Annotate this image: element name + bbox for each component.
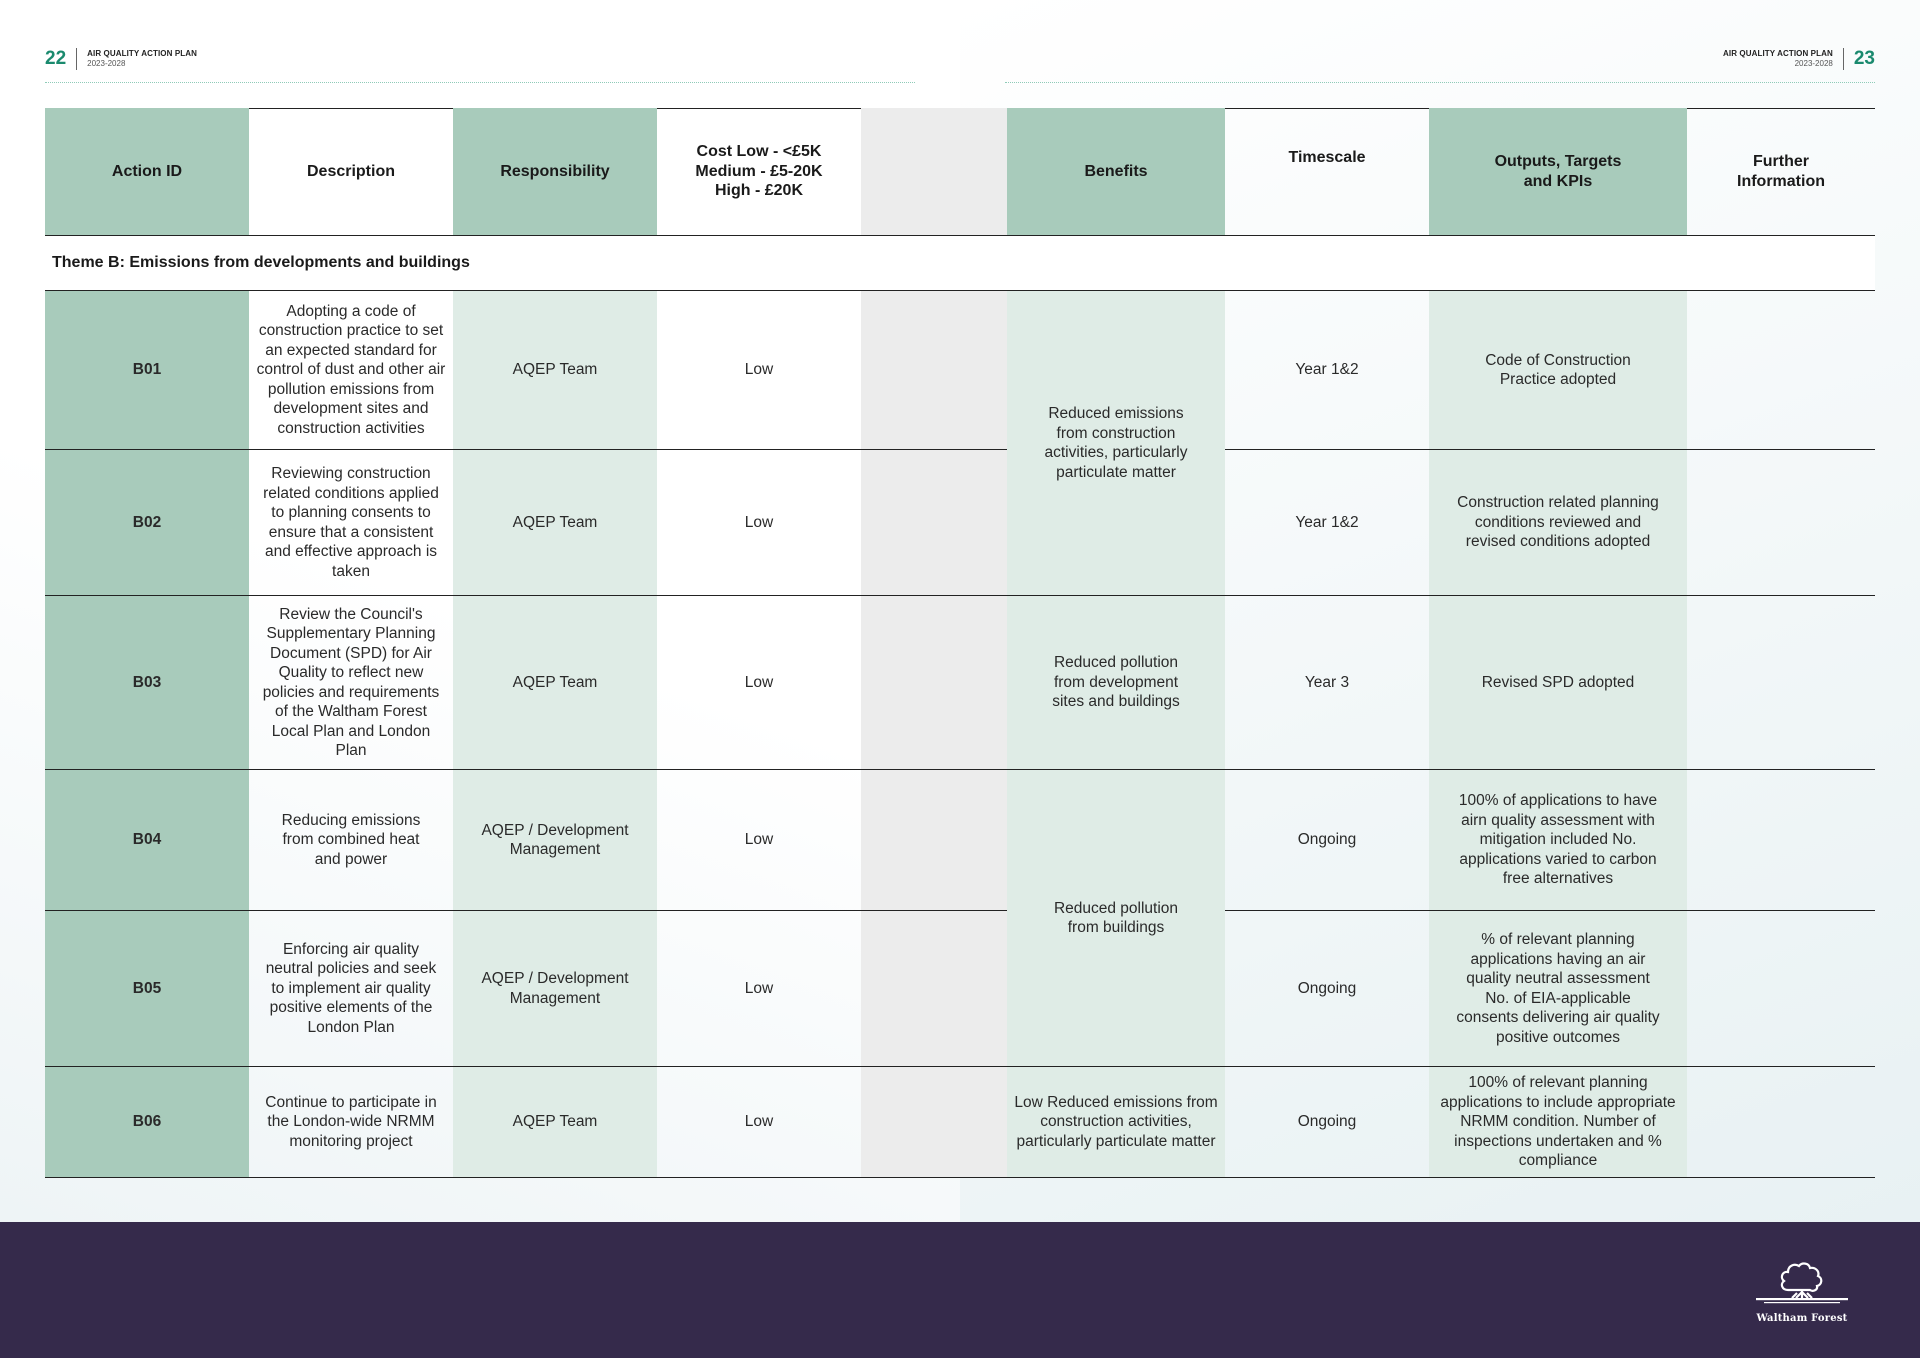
header-text-right — [1723, 49, 1833, 69]
column-header-action-id: Action ID — [45, 108, 249, 235]
timescale: Ongoing — [1297, 1113, 1357, 1131]
cost: Low — [744, 831, 774, 849]
column-header-outputs: Outputs, Targets and KPIs — [1429, 108, 1687, 235]
waltham-forest-logo — [1752, 1256, 1852, 1324]
responsibility: AQEP / Development Management — [453, 911, 657, 1066]
outputs: Construction related planning conditions reviewed and revised conditions adopted — [1429, 450, 1687, 595]
table-row — [45, 596, 1875, 769]
description: Enforcing air quality neutral policies and seek to implement air quality positive elements of the London Plan — [265, 940, 437, 1036]
further-information — [1687, 770, 1875, 910]
right-page-header — [1723, 48, 1875, 70]
action-id: B02 — [45, 450, 249, 595]
footer-band — [0, 1222, 1920, 1358]
column-header-blank — [861, 108, 1007, 235]
column-header-cost: Cost Low - <£5K Medium - £5-20K High - £20K — [695, 143, 823, 200]
header-dotted-rule-right — [1005, 82, 1875, 83]
table-row — [45, 450, 1875, 595]
header-text-left — [87, 49, 197, 69]
outputs: Code of Construction Practice adopted — [1429, 291, 1687, 449]
page-number-right: 23 — [1853, 48, 1875, 69]
outputs: Revised SPD adopted — [1429, 596, 1687, 769]
description: Review the Council's Supplementary Planning Document (SPD) for Air Quality to reflect new policies and requirements of the Waltham Forest Local Plan and London Plan — [262, 605, 440, 759]
timescale: Ongoing — [1297, 979, 1357, 997]
benefits-cell: Low Reduced emissions from construction activities, particularly particulate matter — [1007, 1067, 1225, 1177]
description: Reviewing construction related conditions applied to planning consents to ensure that a consistent and effective approach is taken — [263, 465, 439, 580]
header-divider — [76, 48, 77, 70]
column-header-timescale: Timescale — [1288, 149, 1366, 166]
cost: Low — [744, 361, 774, 379]
outputs: % of relevant planning applications having an air quality neutral assessment No. of EIA-applicable consents delivering air quality positive outcomes — [1429, 911, 1687, 1066]
table-row — [45, 291, 1875, 449]
benefits-cell: Reduced emissions from construction activities, particularly particulate matter — [1007, 291, 1225, 595]
outputs: 100% of relevant planning applications to include appropriate NRMM condition. Number of inspections undertaken and % compliance — [1429, 1067, 1687, 1177]
table-row — [45, 770, 1875, 910]
responsibility: AQEP / Development Management — [453, 770, 657, 910]
table-row — [45, 1067, 1875, 1177]
column-header-responsibility: Responsibility — [453, 108, 657, 235]
further-information — [1687, 450, 1875, 595]
left-page-header — [45, 48, 197, 70]
action-id: B06 — [45, 1067, 249, 1177]
further-information — [1687, 291, 1875, 449]
cost: Low — [744, 513, 774, 531]
oak-tree-icon — [1752, 1256, 1852, 1306]
theme-heading: Theme B: Emissions from developments and buildings — [45, 236, 1875, 290]
header-divider — [1843, 48, 1844, 70]
timescale: Year 1&2 — [1295, 513, 1359, 531]
responsibility: AQEP Team — [453, 291, 657, 449]
cost: Low — [744, 673, 774, 691]
column-header-benefits: Benefits — [1007, 108, 1225, 235]
timescale: Year 3 — [1304, 673, 1350, 691]
document-years: 2023-2028 — [87, 59, 126, 68]
cost: Low — [744, 979, 774, 997]
benefits-cell: Reduced pollution from buildings — [1007, 770, 1225, 1066]
responsibility: AQEP Team — [453, 596, 657, 769]
table-bottom-border — [45, 1177, 1875, 1178]
benefits-cell: Reduced pollution from development sites and buildings — [1007, 596, 1225, 769]
further-information — [1687, 1067, 1875, 1177]
table-header-row — [45, 108, 1875, 235]
page-number-left: 22 — [45, 48, 67, 69]
action-id: B05 — [45, 911, 249, 1066]
action-id: B03 — [45, 596, 249, 769]
responsibility: AQEP Team — [453, 1067, 657, 1177]
document-years: 2023-2028 — [1794, 59, 1833, 68]
description: Continue to participate in the London-wide NRMM monitoring project — [265, 1093, 437, 1150]
timescale: Year 1&2 — [1295, 361, 1359, 379]
header-dotted-rule-left — [45, 82, 915, 83]
description: Adopting a code of construction practice to set an expected standard for control of dust and other air pollution emissions from development sites and construction activities — [256, 302, 446, 437]
document-title: AIR QUALITY ACTION PLAN — [87, 49, 197, 58]
action-id: B04 — [45, 770, 249, 910]
document-title: AIR QUALITY ACTION PLAN — [1723, 49, 1833, 58]
logo-text: Waltham Forest — [1756, 1313, 1848, 1324]
cost: Low — [744, 1113, 774, 1131]
timescale: Ongoing — [1297, 831, 1357, 849]
responsibility: AQEP Team — [453, 450, 657, 595]
action-id: B01 — [45, 291, 249, 449]
further-information — [1687, 596, 1875, 769]
outputs: 100% of applications to have airn quality assessment with mitigation included No. applications varied to carbon free alternatives — [1429, 770, 1687, 910]
description: Reducing emissions from combined heat and power — [281, 811, 421, 868]
further-information — [1687, 911, 1875, 1066]
table-row — [45, 911, 1875, 1066]
column-header-further-information: Further Information — [1737, 153, 1825, 190]
column-header-description: Description — [306, 162, 395, 180]
